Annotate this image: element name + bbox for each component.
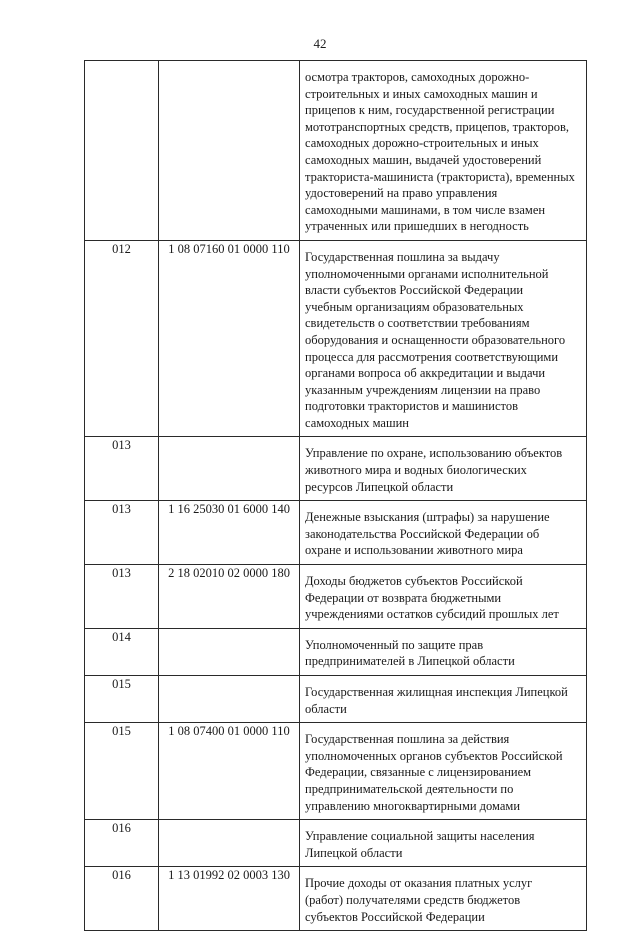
description-line: утраченных или пришедших в негодность xyxy=(305,219,529,234)
description-line: удостоверений на право управления xyxy=(305,186,498,201)
admin-code-cell: 012 xyxy=(85,240,159,437)
description-line: уполномоченными органами исполнительной xyxy=(305,266,549,281)
description-line: власти субъектов Российской Федерации xyxy=(305,283,524,298)
description-line: уполномоченных органов субъектов Российской xyxy=(305,748,563,763)
description-line: органами вопроса об аккредитации и выдачи xyxy=(305,366,546,381)
table-row xyxy=(85,565,587,629)
description-cell xyxy=(300,61,587,241)
budget-classification-code-cell: 1 16 25030 01 6000 140 xyxy=(159,501,300,565)
description-line: прицепов к ним, государственной регистрации xyxy=(305,103,555,118)
description-text xyxy=(300,61,586,240)
table-row xyxy=(85,867,587,931)
description-line: самоходными машинами, в том числе взамен xyxy=(305,202,546,217)
description-line: Государственная пошлина за действия xyxy=(305,732,510,747)
description-line: тракториста-машиниста (тракториста), временных xyxy=(305,169,575,184)
description-line: Государственная пошлина за выдачу xyxy=(305,249,500,264)
description-line: управлению многоквартирными домами xyxy=(305,798,521,813)
budget-classification-code-cell xyxy=(159,628,300,675)
budget-classification-code-cell xyxy=(159,61,300,241)
description-line: (работ) получателями средств бюджетов xyxy=(305,892,521,907)
description-text xyxy=(300,723,586,819)
description-line: Денежные взыскания (штрафы) за нарушение xyxy=(305,510,550,525)
description-line: охране и использовании животного мира xyxy=(305,543,523,558)
admin-code-cell: 016 xyxy=(85,820,159,867)
description-line: Государственная жилищная инспекция Липецкой xyxy=(305,685,568,699)
description-cell xyxy=(300,676,587,723)
description-cell xyxy=(300,867,587,931)
description-line: учебным организациям образовательных xyxy=(305,299,524,314)
table-row xyxy=(85,240,587,437)
description-line: Управление по охране, использованию объектов xyxy=(305,446,563,461)
description-text xyxy=(300,820,586,866)
description-line: указанным учреждениям лицензии на право xyxy=(305,382,541,397)
table-body xyxy=(85,61,587,931)
description-line: законодательства Российской Федерации об xyxy=(305,526,540,541)
budget-classification-code-cell: 1 08 07160 01 0000 110 xyxy=(159,240,300,437)
description-line: мототранспортных средств, прицепов, тракторов, xyxy=(305,119,570,134)
description-line: предпринимательской деятельности по xyxy=(305,781,514,796)
page-number: 42 xyxy=(313,36,327,51)
description-line: Управление социальной защиты населения xyxy=(305,829,535,844)
table-row xyxy=(85,723,587,820)
description-cell xyxy=(300,628,587,675)
table-row xyxy=(85,61,587,241)
table-row xyxy=(85,676,587,723)
budget-classification-code-cell xyxy=(159,820,300,867)
admin-code-cell: 014 xyxy=(85,628,159,675)
description-line: Уполномоченный по защите прав xyxy=(305,637,484,652)
table-row xyxy=(85,501,587,565)
description-line: ресурсов Липецкой области xyxy=(305,479,454,494)
description-line: Доходы бюджетов субъектов Российской xyxy=(305,574,523,589)
description-cell xyxy=(300,501,587,565)
description-text xyxy=(300,437,586,500)
admin-code-cell: 015 xyxy=(85,723,159,820)
admin-code-cell xyxy=(85,61,159,241)
description-text xyxy=(300,676,586,722)
description-line: Прочие доходы от оказания платных услуг xyxy=(305,876,533,891)
description-line: области xyxy=(305,701,347,716)
budget-classification-code-cell: 1 13 01992 02 0003 130 xyxy=(159,867,300,931)
description-cell xyxy=(300,820,587,867)
description-line: процесса для рассмотрения соответствующими xyxy=(305,349,559,364)
description-text xyxy=(300,241,586,437)
budget-classification-code-cell: 1 08 07400 01 0000 110 xyxy=(159,723,300,820)
description-line: самоходных машин, выдачей удостоверений xyxy=(305,152,542,167)
table-row xyxy=(85,628,587,675)
admin-code-cell: 015 xyxy=(85,676,159,723)
table-row xyxy=(85,820,587,867)
description-line: самоходных машин xyxy=(305,415,409,430)
description-line: животного мира и водных биологических xyxy=(305,463,527,478)
budget-classification-code-cell xyxy=(159,437,300,501)
admin-code-cell: 013 xyxy=(85,565,159,629)
description-line: самоходных дорожно-строительных и иных xyxy=(305,136,539,151)
description-line: осмотра тракторов, самоходных дорожно- xyxy=(305,70,530,84)
description-line: учреждениями остатков субсидий прошлых лет xyxy=(305,607,559,622)
description-line: предпринимателей в Липецкой области xyxy=(305,654,515,669)
description-line: свидетельств о соответствии требованиям xyxy=(305,316,530,331)
description-line: Федерации от возврата бюджетными xyxy=(305,590,502,605)
description-line: подготовки трактористов и машинистов xyxy=(305,399,518,414)
description-line: оборудования и оснащенности образовательного xyxy=(305,332,566,347)
description-cell xyxy=(300,723,587,820)
description-cell xyxy=(300,437,587,501)
description-cell xyxy=(300,240,587,437)
table-row xyxy=(85,437,587,501)
description-line: Федерации, связанные с лицензированием xyxy=(305,765,532,780)
budget-classification-code-cell: 2 18 02010 02 0000 180 xyxy=(159,565,300,629)
budget-classification-table xyxy=(84,60,587,931)
description-line: субъектов Российской Федерации xyxy=(305,909,485,924)
description-line: строительных и иных самоходных машин и xyxy=(305,86,538,101)
budget-classification-code-cell xyxy=(159,676,300,723)
description-cell xyxy=(300,565,587,629)
admin-code-cell: 016 xyxy=(85,867,159,931)
description-text xyxy=(300,501,586,564)
admin-code-cell: 013 xyxy=(85,437,159,501)
description-text xyxy=(300,565,586,628)
admin-code-cell: 013 xyxy=(85,501,159,565)
description-line: Липецкой области xyxy=(305,845,403,860)
description-text xyxy=(300,867,586,930)
description-text xyxy=(300,629,586,675)
